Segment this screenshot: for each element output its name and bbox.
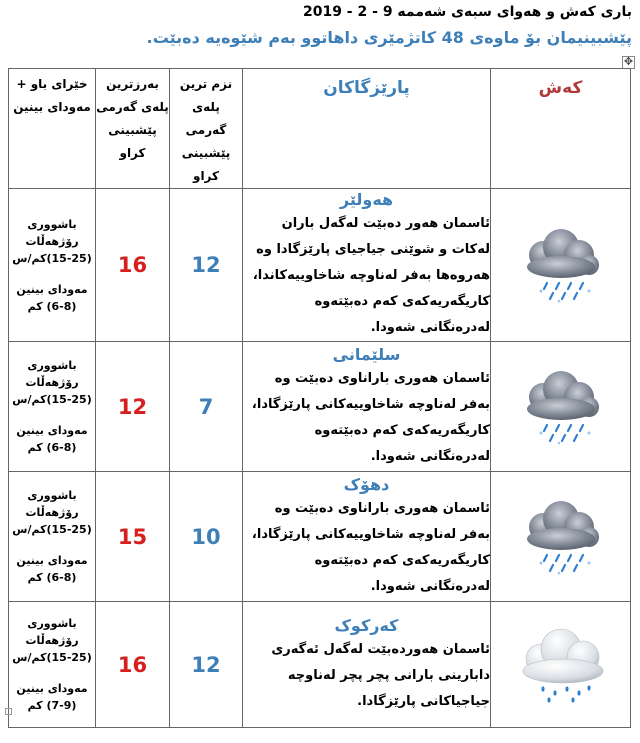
table-move-handle-icon[interactable]: ✥ <box>623 55 634 68</box>
visibility-value: (7-9) کم <box>27 699 77 712</box>
forecast-cell <box>243 189 491 342</box>
wind-direction-2: رۆژهەڵات <box>25 634 79 647</box>
min-temp: 10 <box>170 472 243 602</box>
city-name: دهۆک <box>343 474 390 494</box>
visibility-label: مەودای بینین <box>16 554 88 567</box>
cloud-rain-snow-icon <box>491 367 630 447</box>
wind-cell <box>9 189 96 342</box>
visibility-value: (6-8) کم <box>27 299 77 313</box>
wind-direction: باشووری <box>27 217 77 231</box>
weather-icon-cell <box>491 602 631 728</box>
wind-direction: باشووری <box>27 489 77 502</box>
max-temp: 16 <box>96 602 170 728</box>
weather-icon-cell <box>491 189 631 342</box>
visibility-label: مەودای بینین <box>16 682 88 695</box>
page-title: باری کەش و هەوای سبەی شەممە 9 - 2 - 2019 <box>302 4 632 20</box>
table-row <box>9 342 631 472</box>
header-max: بەرزترین پلەی گەرمی پێشبینی کراو <box>96 69 170 189</box>
city-name: سلێمانی <box>332 344 401 364</box>
forecast-cell <box>243 602 491 728</box>
forecast-text: ئاسمان هەوری باراناوی دەبێت وە بەفر لەناوچە شاخاوییەکانی پارێزگادا، کاریگەریەکەی کەم دەبێتەوە لەدرەنگانی شەودا. <box>251 500 490 594</box>
forecast-cell <box>243 342 491 472</box>
wind-speed: (15-25)کم/س <box>12 251 92 265</box>
table-header-row <box>9 69 631 189</box>
max-temp: 15 <box>96 472 170 602</box>
header-wind: خێرای باو + مەودای بینین <box>9 69 96 189</box>
wind-cell <box>9 602 96 728</box>
weather-icon-cell <box>491 472 631 602</box>
wind-speed: (15-25)کم/س <box>12 393 92 406</box>
max-temp: 16 <box>96 189 170 342</box>
min-temp: 7 <box>170 342 243 472</box>
wind-speed: (15-25)کم/س <box>12 523 92 536</box>
forecast-text: ئاسمان هەوردەبێت لەگەل ئەگەری دابارینی بارانی پچر پچر لەناوچە جیاجیاکانی پارێزگادا. <box>271 641 490 709</box>
max-temp: 12 <box>96 342 170 472</box>
visibility-label: مەودای بینین <box>16 424 88 437</box>
cloud-rain-snow-icon <box>491 225 630 305</box>
table-row <box>9 602 631 728</box>
visibility-label: مەودای بینین <box>16 282 88 296</box>
city-name: کەرکوک <box>334 615 399 635</box>
header-places: پارێزگاکان <box>243 69 491 189</box>
visibility-value: (6-8) کم <box>27 571 77 584</box>
header-min: نزم ترین پلەی گەرمی پێشبینی کراو <box>170 69 243 189</box>
table-row <box>9 472 631 602</box>
forecast-cell <box>243 472 491 602</box>
cloud-rain-snow-icon <box>491 497 630 577</box>
table-row <box>9 189 631 342</box>
wind-direction-2: رۆژهەڵات <box>25 506 79 519</box>
city-name: هەولێر <box>339 190 394 209</box>
weather-table <box>8 68 631 728</box>
wind-cell <box>9 472 96 602</box>
weather-icon-cell <box>491 342 631 472</box>
header-weather: کەش <box>491 69 631 189</box>
wind-direction-2: رۆژهەڵات <box>25 234 79 248</box>
wind-speed: (15-25)کم/س <box>12 651 92 664</box>
table-resize-handle[interactable] <box>5 708 12 715</box>
wind-direction: باشووری <box>27 617 77 630</box>
min-temp: 12 <box>170 602 243 728</box>
min-temp: 12 <box>170 189 243 342</box>
wind-direction: باشووری <box>27 359 77 372</box>
wind-direction-2: رۆژهەڵات <box>25 376 79 389</box>
forecast-text: ئاسمان هەور دەبێت لەگەل باران لەکات و شوێنی جیاجیای پارێزگادا وە هەروەها بەفر لەناوچە شاخاوییەکاندا، کاریگەریەکەی کەم دەبێتەوە لەدرەنگانی شەودا. <box>252 216 490 335</box>
page-subtitle: پێشبینیمان بۆ ماوەی 48 کاتژمێری داهاتوو بەم شێوەیە دەبێت. <box>146 28 632 47</box>
visibility-value: (6-8) کم <box>27 441 77 454</box>
cloud-rain-icon <box>491 625 630 705</box>
wind-cell <box>9 342 96 472</box>
forecast-text: ئاسمان هەوری باراناوی دەبێت وە بەفر لەناوچە شاخاوییەکانی پارێزگادا، کاریگەریەکەی کەم دەبێتەوە لەدرەنگانی شەودا. <box>251 370 490 464</box>
